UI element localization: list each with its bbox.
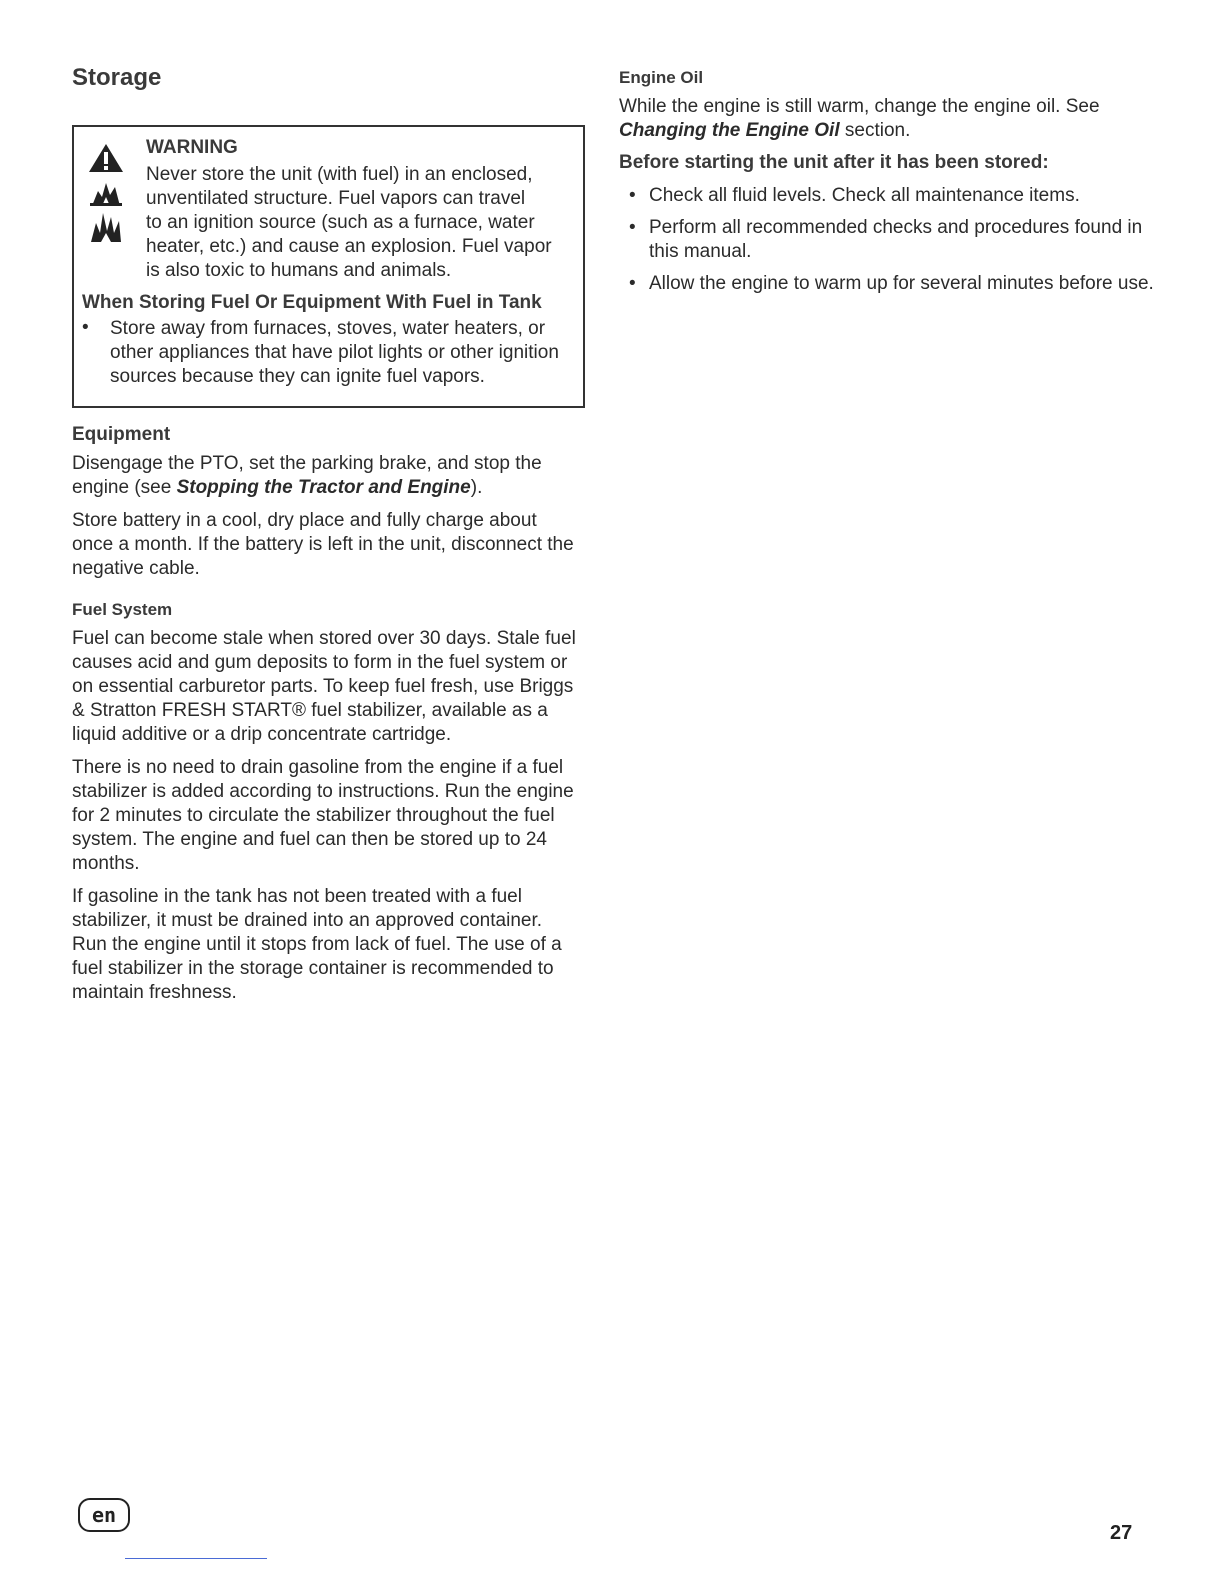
fuel-p1-line: causes acid and gum deposits to form in the fuel system or xyxy=(72,652,568,673)
list-item: • Check all fluid levels. Check all maintenance items. xyxy=(619,184,1159,208)
toxic-vapor-icon xyxy=(88,211,124,243)
cross-reference: Changing the Engine Oil xyxy=(619,120,840,141)
equipment-p2-line: Store battery in a cool, dry place and fully charge about xyxy=(72,510,537,531)
engine-oil-heading: Engine Oil xyxy=(619,68,704,87)
equipment-p1-line2 xyxy=(72,476,592,500)
warning-bullet xyxy=(82,317,582,389)
list-item: • Perform all recommended checks and procedures found in this manual. xyxy=(619,216,1159,264)
fuel-p1-line: Fuel can become stale when stored over 30 days. Stale fuel xyxy=(72,628,576,649)
fire-explosion-icon xyxy=(88,177,124,207)
section-title: Storage xyxy=(72,64,162,91)
warning-text xyxy=(146,163,576,283)
engine-oil-section xyxy=(619,68,1159,143)
warning-line: to an ignition source (such as a furnace, water xyxy=(146,212,535,233)
list-item: • Allow the engine to warm up for several minutes before use. xyxy=(619,272,1159,296)
fuel-p1-line: on essential carburetor parts. To keep fuel fresh, use Briggs xyxy=(72,676,574,697)
warning-bullet-line: other appliances that have pilot lights or other ignition xyxy=(110,342,559,363)
warning-line: heater, etc.) and cause an explosion. Fuel vapor xyxy=(146,236,552,257)
equipment-p1-line1: Disengage the PTO, set the parking brake, and stop the xyxy=(72,453,542,474)
text-span: engine (see xyxy=(72,477,177,498)
fuel-p3-line: maintain freshness. xyxy=(72,982,237,1003)
before-start-section xyxy=(619,152,1159,304)
warning-line: unventilated structure. Fuel vapors can travel xyxy=(146,188,526,209)
bullet-mark: • xyxy=(82,317,89,338)
fuel-p3-line: stabilizer, it must be drained into an approved container. xyxy=(72,910,543,931)
before-start-heading: Before starting the unit after it has been stored: xyxy=(619,152,1049,173)
page-number: 27 xyxy=(1110,1522,1133,1544)
cross-reference: Stopping the Tractor and Engine xyxy=(176,477,471,498)
fuel-p3-line: If gasoline in the tank has not been treated with a fuel xyxy=(72,886,522,907)
fuel-p3-line: Run the engine until it stops from lack of fuel. The use of a xyxy=(72,934,562,955)
fuel-system-section xyxy=(72,600,592,1005)
warning-line: is also toxic to humans and animals. xyxy=(146,260,452,281)
fuel-p1-line: & Stratton FRESH START® fuel stabilizer, available as a xyxy=(72,700,548,721)
language-badge: en xyxy=(78,1498,130,1532)
warning-line: Never store the unit (with fuel) in an enclosed, xyxy=(146,164,533,185)
engine-oil-line1: While the engine is still warm, change the engine oil. See xyxy=(619,96,1100,117)
warning-subheading: When Storing Fuel Or Equipment With Fuel in Tank xyxy=(82,292,542,313)
text-span: ). xyxy=(470,477,483,498)
warning-bullet-line: sources because they can ignite fuel vapors. xyxy=(110,366,485,387)
fuel-p1-line: liquid additive or a drip concentrate cartridge. xyxy=(72,724,452,745)
fuel-p2-line: There is no need to drain gasoline from the engine if a fuel xyxy=(72,757,564,778)
equipment-p2-line: once a month. If the battery is left in the unit, disconnect the xyxy=(72,534,574,555)
alert-triangle-icon xyxy=(88,143,124,173)
equipment-p2-line: negative cable. xyxy=(72,558,200,579)
fuel-p2-line: for 2 minutes to circulate the stabilizer throughout the fuel xyxy=(72,805,555,826)
fuel-system-heading: Fuel System xyxy=(72,600,173,619)
warning-box xyxy=(72,125,585,408)
equipment-heading: Equipment xyxy=(72,424,171,445)
text-span: section. xyxy=(839,120,911,141)
warning-icons xyxy=(88,143,128,247)
warning-bullet-line: Store away from furnaces, stoves, water heaters, or xyxy=(110,318,546,339)
footer-divider xyxy=(125,1558,267,1559)
before-start-list xyxy=(619,184,1159,296)
warning-heading: WARNING xyxy=(146,137,238,158)
fuel-p2-line: system. The engine and fuel can then be stored up to 24 xyxy=(72,829,547,850)
fuel-p2-line: months. xyxy=(72,853,140,874)
engine-oil-line2 xyxy=(619,119,1159,143)
equipment-section xyxy=(72,424,592,581)
fuel-p3-line: fuel stabilizer in the storage container is recommended to xyxy=(72,958,554,979)
fuel-p2-line: stabilizer is added according to instructions. Run the engine xyxy=(72,781,574,802)
